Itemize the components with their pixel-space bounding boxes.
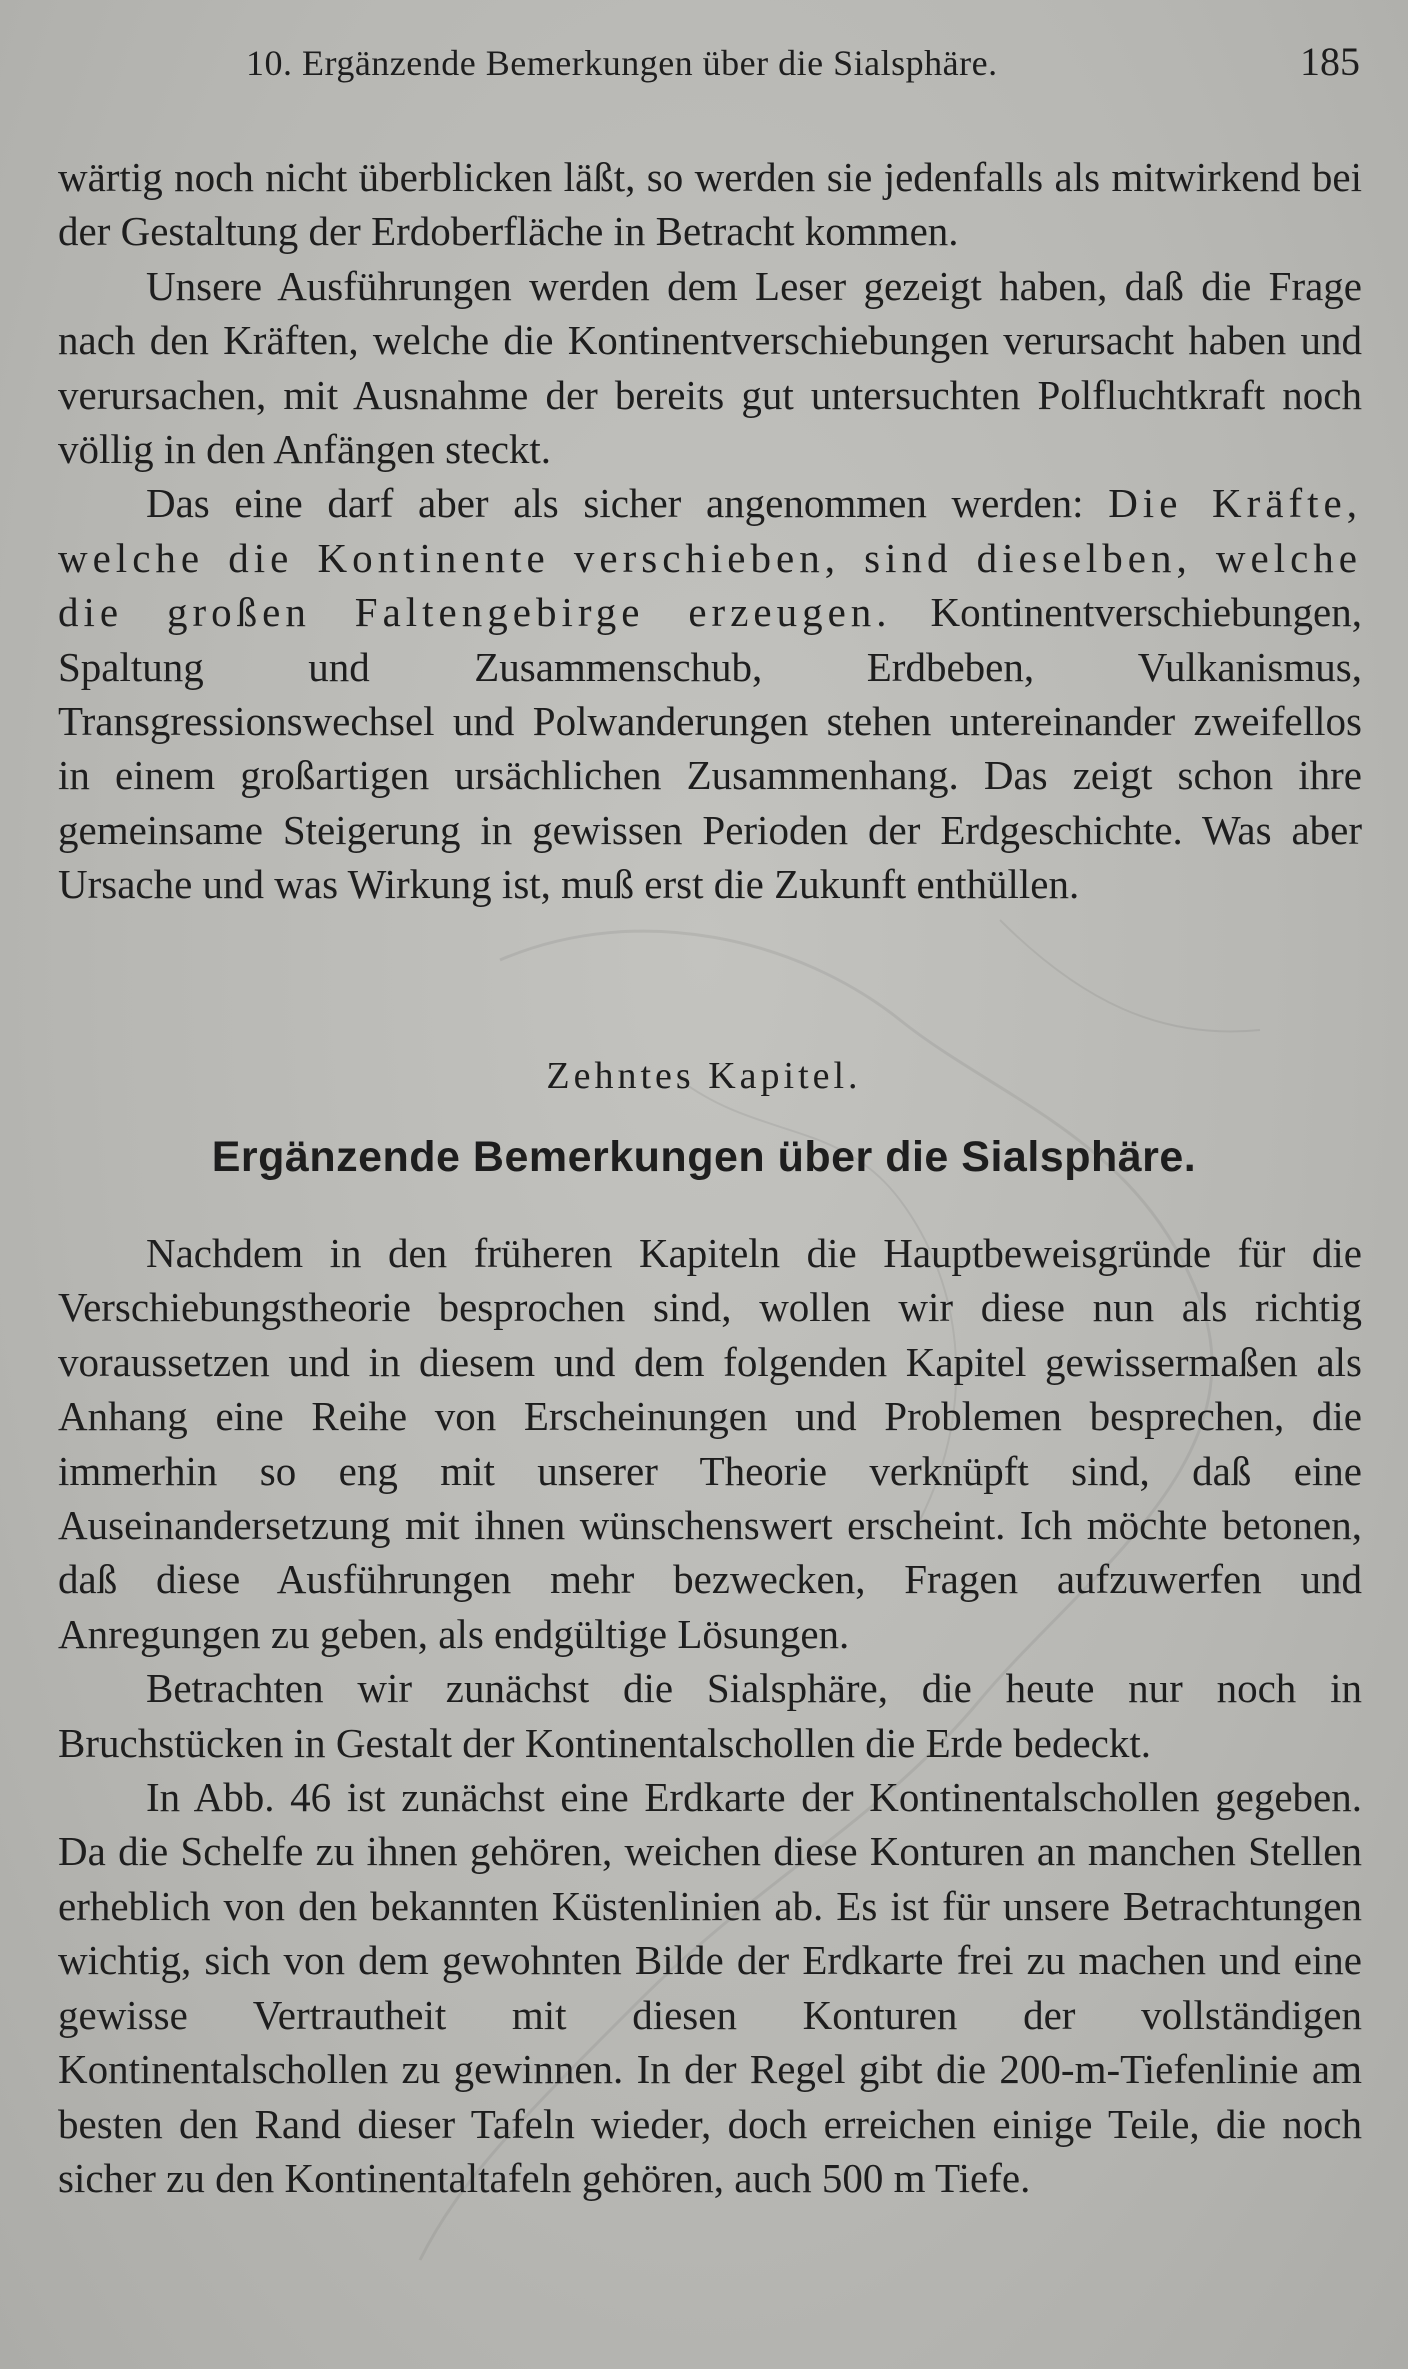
conclusion-intro: Das eine darf aber als sicher angenommen werden: bbox=[146, 480, 1109, 527]
paragraph-sialsphere: Betrachten wir zunächst die Sialsphäre, die heute nur noch in Bruchstücken in Gestalt der Kontinentalschollen die Erde bedeckt. bbox=[58, 1665, 1362, 1766]
text-block-chapter bbox=[58, 1226, 1362, 2205]
text-block-top bbox=[58, 150, 1362, 912]
paragraph-map-reference: In Abb. 46 ist zunächst eine Erdkarte der Kontinentalschollen gegeben. Da die Schelfe zu ihnen gehören, weichen diese Konturen an manchen Stellen erheblich von den bekannten Küstenlinien ab. Es ist für unsere Betrachtungen wichtig, sich von dem gewohnten Bilde der Erdkarte frei zu machen und eine gewisse Vertrautheit mit diesen Konturen der vollständigen Kontinentalschollen zu gewinnen. In der Regel gibt die 200-m-Tiefenlinie am besten den Rand dieser Tafeln wieder, doch erreichen einige Teile, die noch sicher zu den Kontinentaltafeln gehören, auch 500 m Tiefe. bbox=[58, 1774, 1362, 2201]
conclusion-emphasis: Die Kräfte, welche die Kontinente verschieben, sind dieselben, welche die großen Faltengebirge erzeugen. bbox=[58, 480, 1363, 636]
chapter-title: Ergänzende Bemerkungen über die Sialsphäre. bbox=[211, 1133, 1197, 1181]
paragraph-continuation: wärtig noch nicht überblicken läßt, so werden sie jedenfalls als mitwirkend bei der Gestaltung der Erdoberfläche in Betracht kommen. bbox=[58, 154, 1362, 255]
paragraph-conclusion bbox=[58, 476, 1362, 911]
chapter-label: Zehntes Kapitel. bbox=[546, 1055, 862, 1097]
running-head: 10. Ergänzende Bemerkungen über die Sialsphäre. bbox=[246, 43, 998, 83]
conclusion-rest: Kontinentverschiebungen, Spaltung und Zusammenschub, Erdbeben, Vulkanismus, Transgressionswechsel und Polwanderungen stehen untereinander zweifellos in einem großartigen ursächlichen Zusammenhang. Das zeigt schon ihre gemeinsame Steigerung in gewissen Perioden der Erdgeschichte. Was aber Ursache und was Wirkung ist, muß erst die Zukunft enthüllen. bbox=[58, 589, 1362, 908]
page-number: 185 bbox=[1300, 39, 1360, 84]
paragraph-intro: Nachdem in den früheren Kapiteln die Hauptbeweisgründe für die Verschiebungstheorie besprochen sind, wollen wir diese nun als richtig voraussetzen und in diesem und dem folgenden Kapitel gewissermaßen als Anhang eine Reihe von Erscheinungen und Problemen besprechen, die immerhin so eng mit unserer Theorie verknüpft sind, daß eine Auseinandersetzung mit ihnen wünschenswert erscheint. Ich möchte betonen, daß diese Ausführungen mehr bezwecken, Fragen aufzuwerfen und Anregungen zu geben, als endgültige Lösungen. bbox=[58, 1230, 1362, 1657]
page-header bbox=[58, 36, 1360, 96]
paragraph-forces-question: Unsere Ausführungen werden dem Leser gezeigt haben, daß die Frage nach den Kräften, welche die Kontinentverschiebungen verursacht haben und verursachen, mit Ausnahme der bereits gut untersuchten Polfluchtkraft noch völlig in den Anfängen steckt. bbox=[58, 262, 1362, 473]
